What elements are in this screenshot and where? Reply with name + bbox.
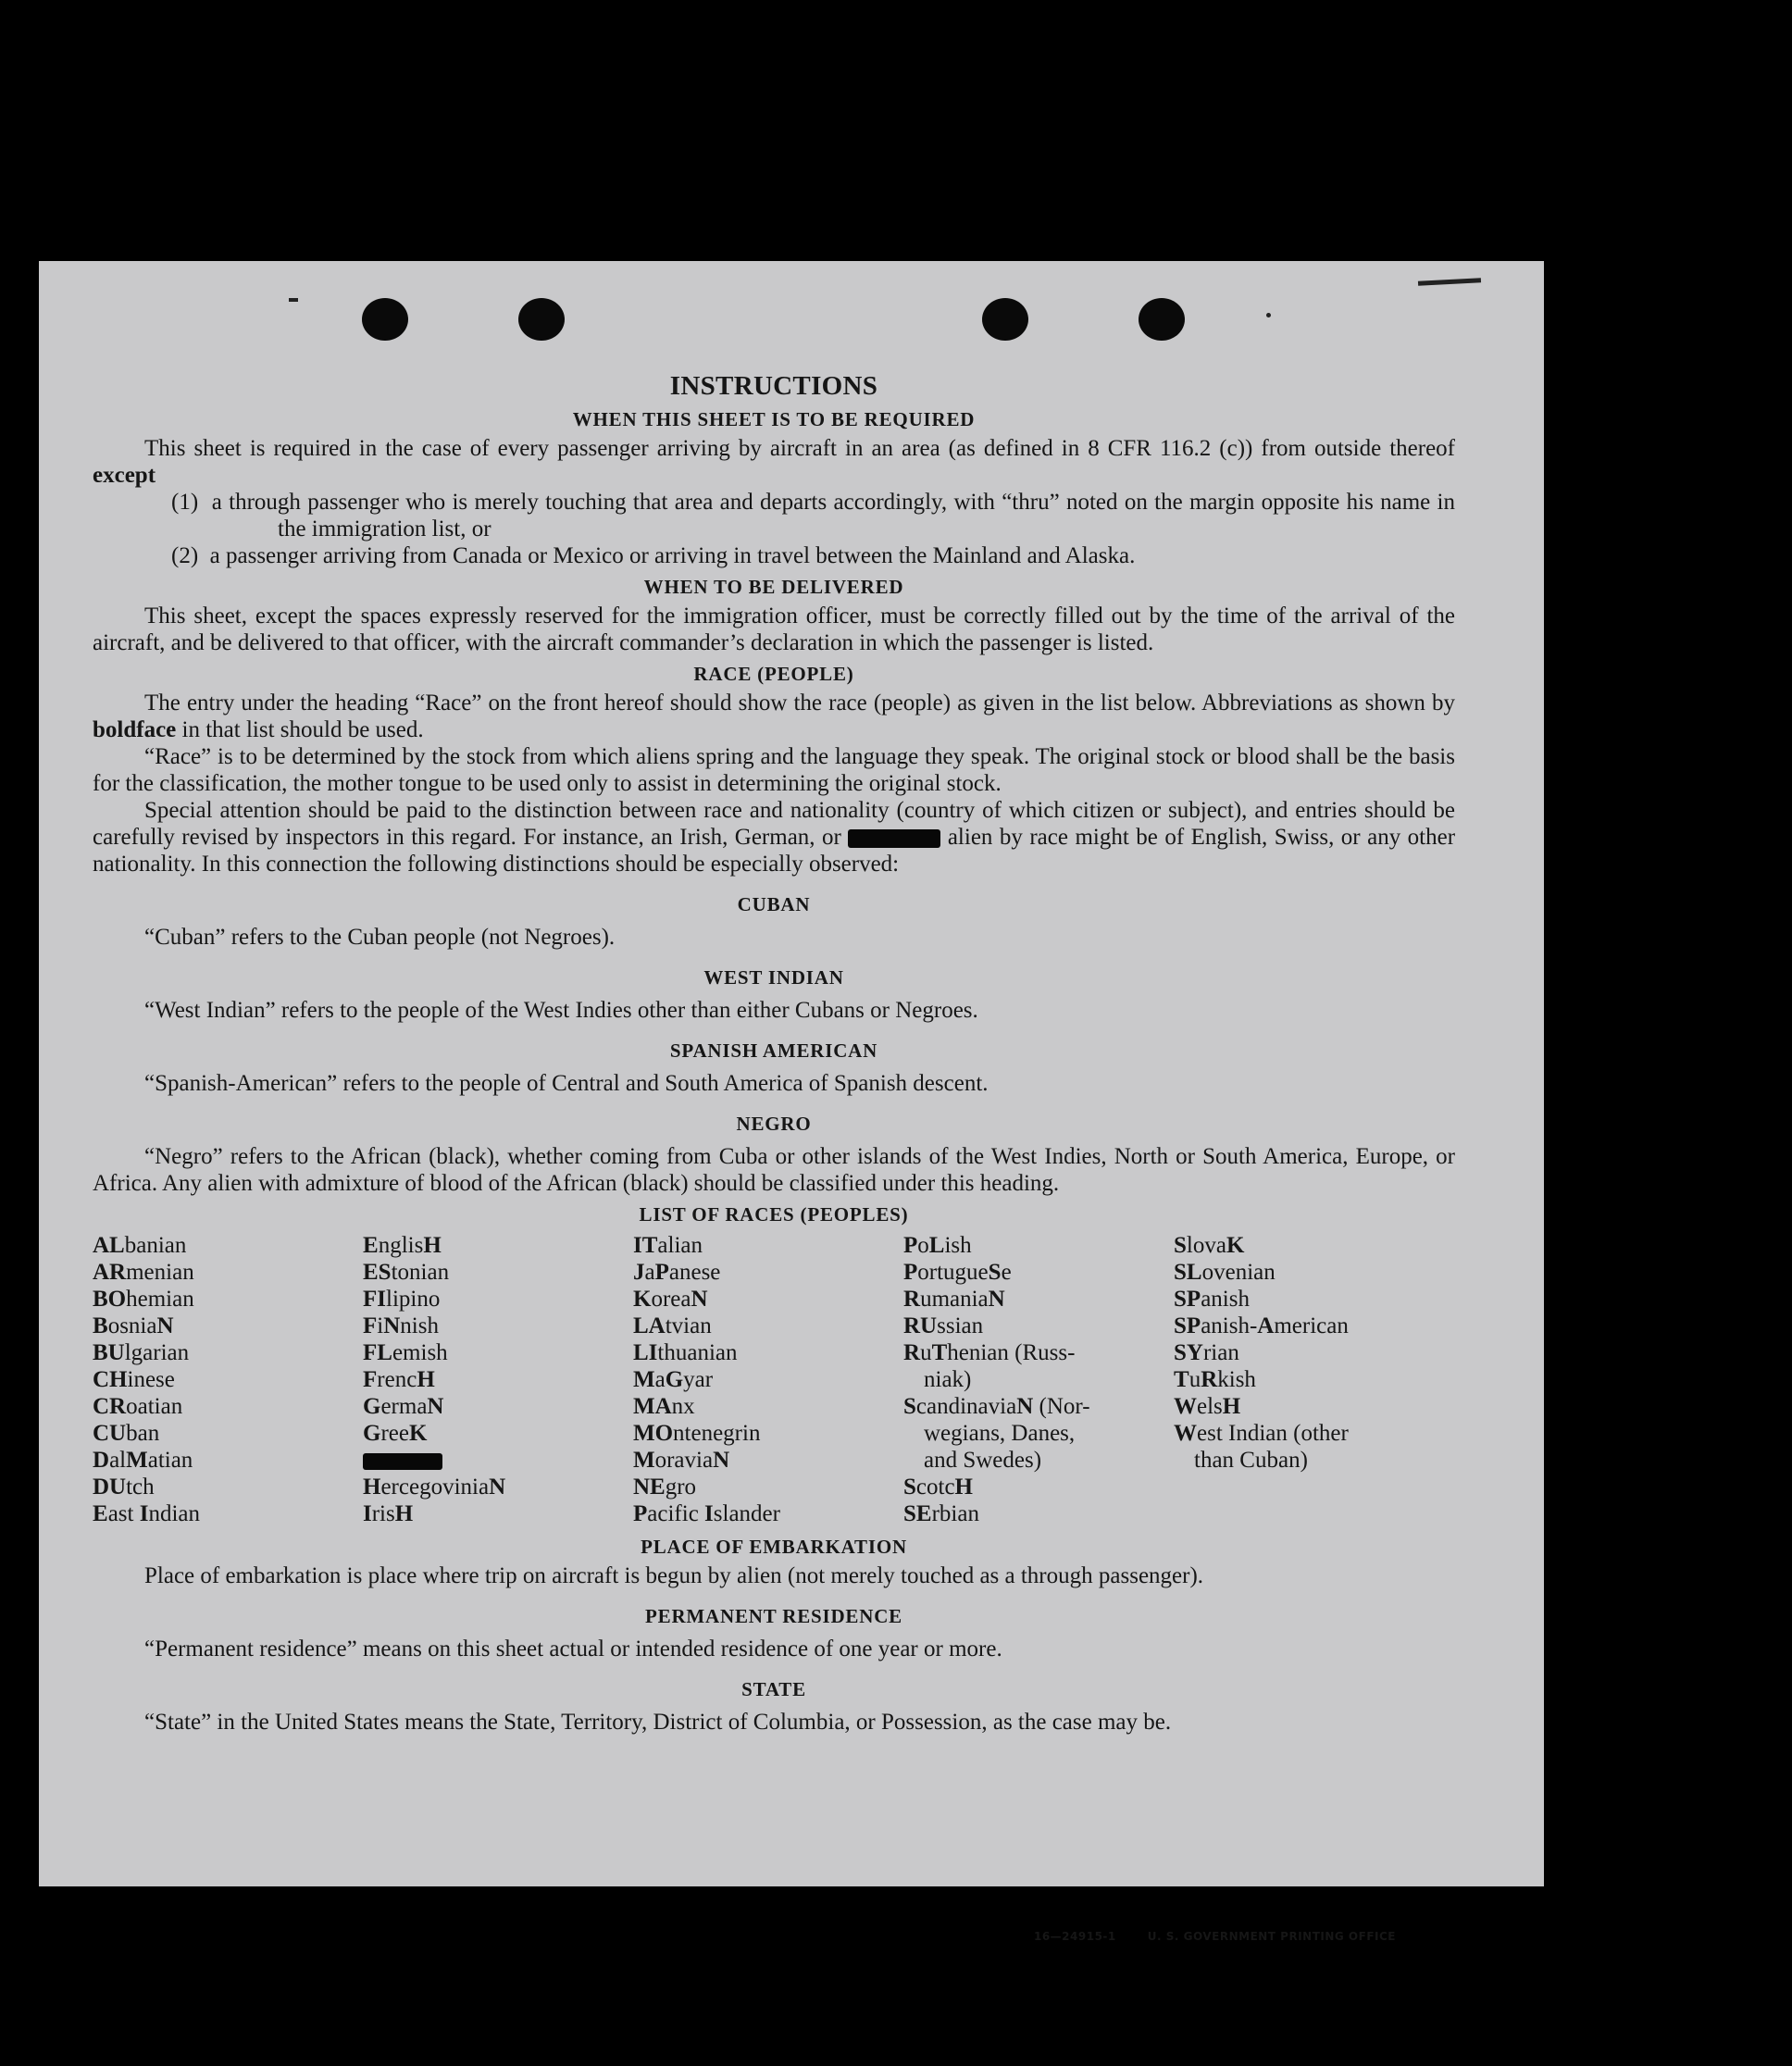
races-column [633,1232,903,1527]
race-entry: FrencH [363,1367,435,1392]
race-entry: East Indian [93,1501,200,1526]
definition-heading: NEGRO [736,1113,812,1135]
paragraph-race-2: “Race” is to be determined by the stock from which aliens spring and the language they speak. The original stock or blood shall be the basis for the classification, the mother tongue to be used only to assist in determining the original stock. [93,744,1455,796]
race-entry: EStonian [363,1260,450,1285]
race-entry: PortugueSe [903,1260,1012,1285]
race-entry: ScandinaviaN (Nor- [903,1394,1090,1419]
races-column [903,1232,1174,1527]
race-entry: EnglisH [363,1233,442,1258]
race-entry: BUlgarian [93,1340,190,1365]
print-footer [1002,1930,1396,1943]
race-entry: WelsH [1174,1394,1241,1419]
scan-speck [1266,313,1271,317]
exception-item-1: (1) a through passenger who is merely touching that area and departs accordingly, with “thru” noted on the margin opposite his name in the immigration list, or [171,490,1456,541]
punch-hole [518,298,565,341]
paragraph-race-3: Special attention should be paid to the distinction between race and nationality (country of which citizen or subject), and entries should be carefully revised by inspectors in this regard. For instance, an Irish, German, or alien by race might be of English, Swiss, or any other nationality. In this connection the following distinctions should be especially observed: [93,798,1456,877]
race-entry: wegians, Danes, [924,1421,1076,1446]
paragraph-residence: “Permanent residence” means on this sheet actual or intended residence of one year or more. [144,1637,1002,1662]
race-entry: RuThenian (Russ- [903,1340,1076,1365]
race-entry: CHinese [93,1367,175,1392]
race-entry: ScotcH [903,1475,973,1500]
race-entry: SLovenian [1174,1260,1276,1285]
race-entry: MaGyar [633,1367,714,1392]
race-entry: SPanish [1174,1287,1250,1312]
race-entry: SErbian [903,1501,979,1526]
race-entry: FIlipino [363,1287,441,1312]
definition-text: “Spanish-American” refers to the people of Central and South America of Spanish descent. [144,1071,989,1096]
paragraph-required: This sheet is required in the case of every passenger arriving by aircraft in an area (as defined in 8 CFR 116.2 (c)) from outside thereof except [93,436,1455,488]
instructions-content [93,370,1455,1736]
races-list-heading: LIST OF RACES (PEOPLES) [639,1203,909,1226]
punch-hole [982,298,1028,341]
race-entry: ITalian [633,1233,703,1258]
section-heading-required: WHEN THIS SHEET IS TO BE REQUIRED [572,408,976,430]
race-entry: LAtvian [633,1313,712,1338]
race-entry: FiNnish [363,1313,439,1338]
scan-speck [289,298,298,302]
race-entry: KoreaN [633,1287,708,1312]
paragraph-embarkation: Place of embarkation is place where trip on aircraft is begun by alien (not merely touched as a through passenger). [144,1563,1204,1588]
section-heading-residence: PERMANENT RESIDENCE [645,1605,902,1627]
form-number: 16—24915‑1 [1033,1930,1116,1943]
paragraph-state: “State” in the United States means the State, Territory, District of Columbia, or Possession, as the case may be. [144,1710,1172,1735]
definition-text: “Negro” refers to the African (black), whether coming from Cuba or other islands of the West Indies, North or South America, Europe, or Africa. Any alien with admixture of blood of the African (black) should be classified under this heading. [93,1144,1455,1196]
race-entry: BOhemian [93,1287,194,1312]
race-entry: DalMatian [93,1448,193,1473]
paragraph-race-1: The entry under the heading “Race” on the front hereof should show the race (people) as given in the list below. Abbreviations as shown by boldface in that list should be used. [93,691,1455,742]
page-title: INSTRUCTIONS [669,371,878,401]
punch-hole [1139,298,1185,341]
race-entry: than Cuban) [1194,1448,1308,1473]
race-entry: SYrian [1174,1340,1239,1365]
races-column [1174,1232,1451,1527]
document-sheet [39,261,1544,1943]
redaction-mark [363,1453,442,1470]
race-entry: NEgro [633,1475,697,1500]
race-entry: West Indian (other [1174,1421,1349,1446]
punch-hole [362,298,408,341]
races-column [363,1232,633,1527]
definition-heading: CUBAN [737,893,811,915]
race-entry: and Swedes) [924,1448,1042,1473]
emphasis-except: except [93,463,156,488]
race-entry: JaPanese [633,1260,721,1285]
races-list [93,1232,1455,1527]
race-entry: CRoatian [93,1394,183,1419]
paragraph-delivered: This sheet, except the spaces expressly reserved for the immigration officer, must be correctly filled out by the time of the arrival of the aircraft, and be delivered to that officer, with the aircraft commander’s declaration in which the passenger is listed. [93,604,1455,655]
race-entry: MoraviaN [633,1448,730,1473]
section-heading-state: STATE [741,1678,806,1700]
race-entry: FLemish [363,1340,448,1365]
race-entry: GreeK [363,1421,428,1446]
race-entry: Pacific Islander [633,1501,780,1526]
race-entry: LIthuanian [633,1340,738,1365]
race-entry: GermaN [363,1394,444,1419]
section-heading-race: RACE (PEOPLE) [693,663,854,685]
race-entry [363,1447,633,1474]
race-entry: SlovaK [1174,1233,1245,1258]
race-entry: BosniaN [93,1313,174,1338]
definition-heading: WEST INDIAN [703,966,844,989]
race-entry: MOntenegrin [633,1421,761,1446]
section-heading-delivered: WHEN TO BE DELIVERED [643,576,904,598]
race-entry: SPanish-American [1174,1313,1349,1338]
race-entry: CUban [93,1421,160,1446]
race-entry: ARmenian [93,1260,194,1285]
section-heading-embarkation: PLACE OF EMBARKATION [641,1536,907,1558]
race-entry: TuRkish [1174,1367,1256,1392]
race-entry: MAnx [633,1394,695,1419]
redaction-mark [848,829,940,848]
races-column [93,1232,363,1527]
definition-text: “Cuban” refers to the Cuban people (not Negroes). [144,925,616,950]
race-entry: PoLish [903,1233,972,1258]
race-entry: RumaniaN [903,1287,1005,1312]
printer-name: U. S. GOVERNMENT PRINTING OFFICE [1147,1930,1396,1943]
race-entry: ALbanian [93,1233,187,1258]
exception-item-2: (2) a passenger arriving from Canada or Mexico or arriving in travel between the Mainland and Alaska. [171,543,1136,568]
race-entry: niak) [924,1367,972,1392]
definition-text: “West Indian” refers to the people of the West Indies other than either Cubans or Negroes. [144,998,978,1023]
race-entry: RUssian [903,1313,984,1338]
race-entry: IrisH [363,1501,414,1526]
scan-speck [1418,278,1481,286]
definition-heading: SPANISH AMERICAN [669,1039,878,1062]
race-entry: DUtch [93,1475,155,1500]
race-entry: HercegoviniaN [363,1475,506,1500]
